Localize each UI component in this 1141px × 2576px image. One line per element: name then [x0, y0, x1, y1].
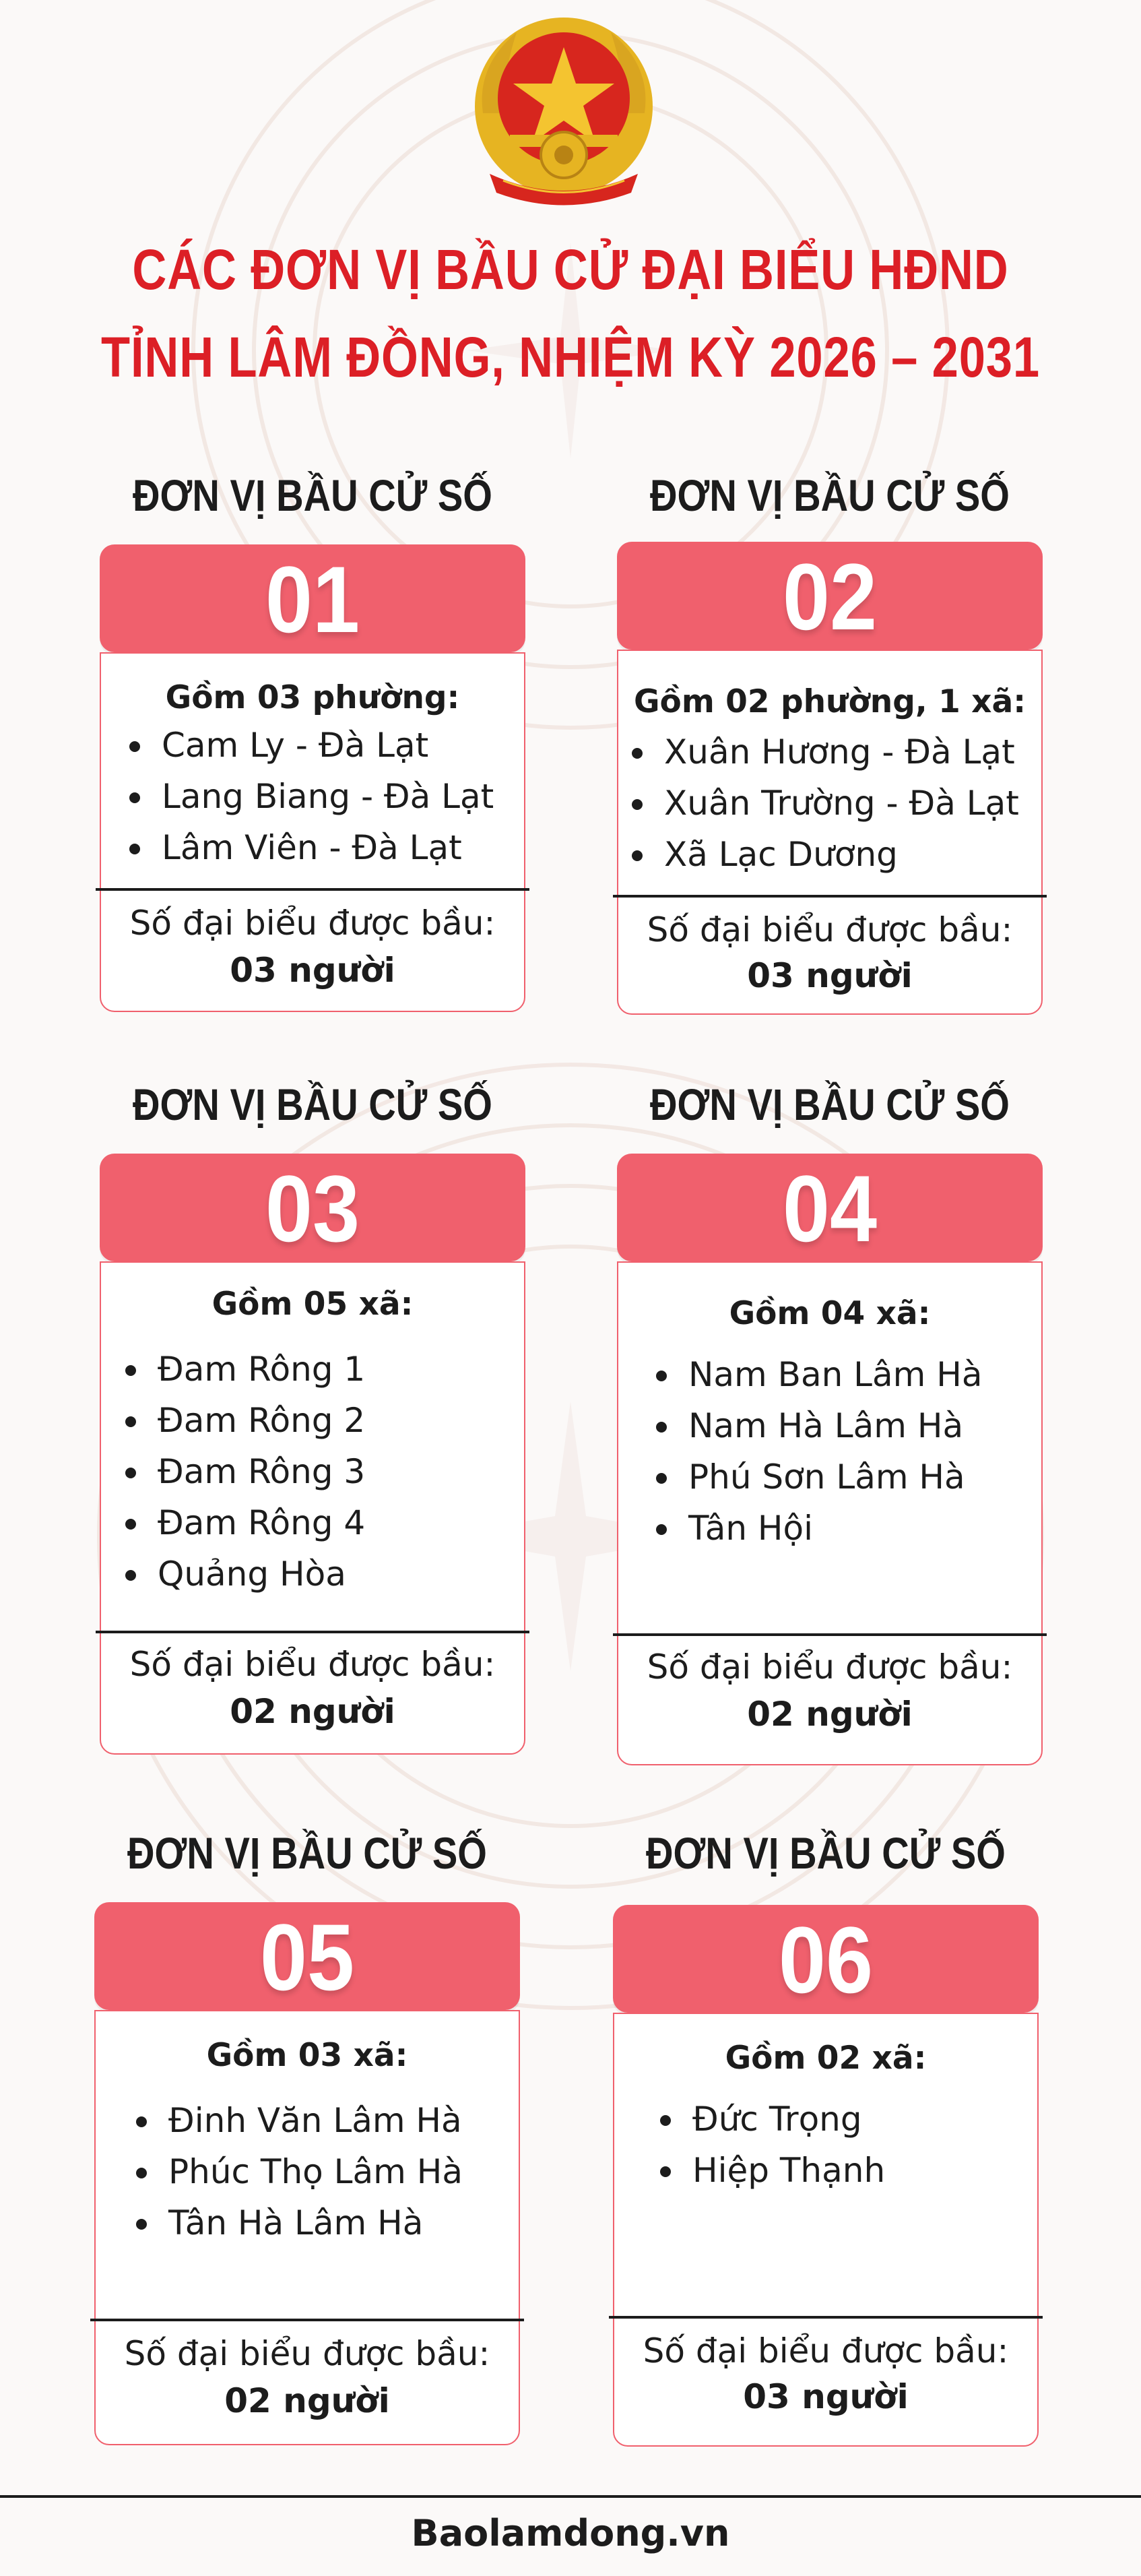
list-item: Tân Hà Lâm Hà: [128, 2197, 463, 2249]
unit-number: 01: [265, 546, 360, 652]
unit-number-badge: [617, 542, 1043, 650]
unit-heading: ĐƠN VỊ BẦU CỬ SỐ: [133, 470, 492, 520]
electoral-unit-card: [94, 1823, 520, 2420]
electoral-unit-card: [100, 465, 525, 1024]
divider: [90, 2319, 524, 2321]
delegates-count: 02 người: [224, 2381, 390, 2420]
list-item: Phú Sơn Lâm Hà: [648, 1451, 983, 1503]
unit-heading: ĐƠN VỊ BẦU CỬ SỐ: [133, 1079, 492, 1129]
delegates-label: Số đại biểu được bầu:: [647, 1647, 1013, 1687]
national-emblem-icon: [463, 12, 665, 214]
page-title-line-2: TỈNH LÂM ĐỒNG, NHIỆM KỲ 2026 – 2031: [101, 325, 1040, 389]
electoral-unit-card: [613, 1823, 1039, 2416]
unit-details: [617, 1261, 1043, 1765]
footer-divider: [0, 2495, 1141, 2498]
unit-heading: ĐƠN VỊ BẦU CỬ SỐ: [127, 1828, 487, 1878]
unit-number-badge: [617, 1154, 1043, 1261]
unit-details: [613, 2013, 1039, 2447]
list-item: Nam Ban Lâm Hà: [648, 1349, 983, 1400]
list-item: Phúc Thọ Lâm Hà: [128, 2146, 463, 2197]
delegates-label: Số đại biểu được bầu:: [129, 904, 496, 943]
composition-text: Gồm 05 xã:: [211, 1286, 414, 1323]
unit-details: [94, 2010, 520, 2445]
footer-source: Baolamdong.vn: [411, 2512, 730, 2554]
unit-number: 04: [782, 1156, 878, 1261]
delegates-label: Số đại biểu được bầu:: [647, 910, 1013, 949]
list-item: Quảng Hòa: [117, 1548, 365, 1600]
divider: [609, 2316, 1043, 2319]
unit-heading: ĐƠN VỊ BẦU CỬ SỐ: [650, 470, 1010, 520]
delegates-count: 03 người: [230, 951, 395, 990]
places-list: [652, 2094, 885, 2196]
places-list: [121, 720, 494, 873]
places-list: [624, 726, 1019, 880]
composition-text: Gồm 04 xã:: [729, 1295, 931, 1332]
composition-text: Gồm 03 phường:: [165, 679, 460, 716]
places-list: [128, 2095, 463, 2249]
places-list: [117, 1344, 365, 1600]
list-item: Đinh Văn Lâm Hà: [128, 2095, 463, 2146]
unit-number-badge: [100, 544, 525, 652]
divider: [96, 1631, 529, 1633]
unit-details: [617, 650, 1043, 1015]
list-item: Tân Hội: [648, 1503, 983, 1554]
unit-number: 05: [259, 1904, 355, 2010]
delegates-label: Số đại biểu được bầu:: [129, 1645, 496, 1684]
unit-number-badge: [94, 1902, 520, 2010]
composition-text: Gồm 02 xã:: [725, 2040, 927, 2077]
delegates-label: Số đại biểu được bầu:: [643, 2331, 1009, 2370]
delegates-label: Số đại biểu được bầu:: [124, 2334, 490, 2373]
list-item: Lâm Viên - Đà Lạt: [121, 822, 494, 873]
list-item: Hiệp Thạnh: [652, 2145, 885, 2196]
unit-number: 02: [782, 544, 878, 650]
unit-heading: ĐƠN VỊ BẦU CỬ SỐ: [650, 1079, 1010, 1129]
unit-number-badge: [100, 1154, 525, 1261]
list-item: Đam Rông 4: [117, 1497, 365, 1548]
divider: [613, 895, 1047, 898]
list-item: Đam Rông 2: [117, 1395, 365, 1446]
unit-number: 06: [778, 1907, 874, 2013]
delegates-count: 02 người: [230, 1692, 395, 1731]
list-item: Nam Hà Lâm Hà: [648, 1400, 983, 1451]
divider: [96, 888, 529, 891]
delegates-count: 02 người: [747, 1695, 913, 1734]
unit-heading: ĐƠN VỊ BẦU CỬ SỐ: [646, 1828, 1006, 1878]
list-item: Xã Lạc Dương: [624, 829, 1019, 880]
unit-details: [100, 1261, 525, 1755]
composition-text: Gồm 03 xã:: [206, 2037, 408, 2074]
page-title-line-1: CÁC ĐƠN VỊ BẦU CỬ ĐẠI BIỂU HĐND: [132, 238, 1009, 301]
delegates-count: 03 người: [747, 956, 913, 995]
list-item: Xuân Trường - Đà Lạt: [624, 778, 1019, 829]
unit-number-badge: [613, 1905, 1039, 2013]
list-item: Cam Ly - Đà Lạt: [121, 720, 494, 771]
electoral-unit-card: [617, 1074, 1043, 1734]
unit-number: 03: [265, 1156, 360, 1261]
list-item: Đam Rông 1: [117, 1344, 365, 1395]
places-list: [648, 1349, 983, 1554]
divider: [613, 1633, 1047, 1636]
electoral-unit-card: [617, 465, 1043, 1024]
unit-details: [100, 652, 525, 1012]
composition-text: Gồm 02 phường, 1 xã:: [633, 683, 1026, 720]
delegates-count: 03 người: [743, 2377, 909, 2416]
electoral-unit-card: [100, 1074, 525, 1731]
list-item: Xuân Hương - Đà Lạt: [624, 726, 1019, 778]
list-item: Đam Rông 3: [117, 1446, 365, 1497]
list-item: Đức Trọng: [652, 2094, 885, 2145]
list-item: Lang Biang - Đà Lạt: [121, 771, 494, 822]
